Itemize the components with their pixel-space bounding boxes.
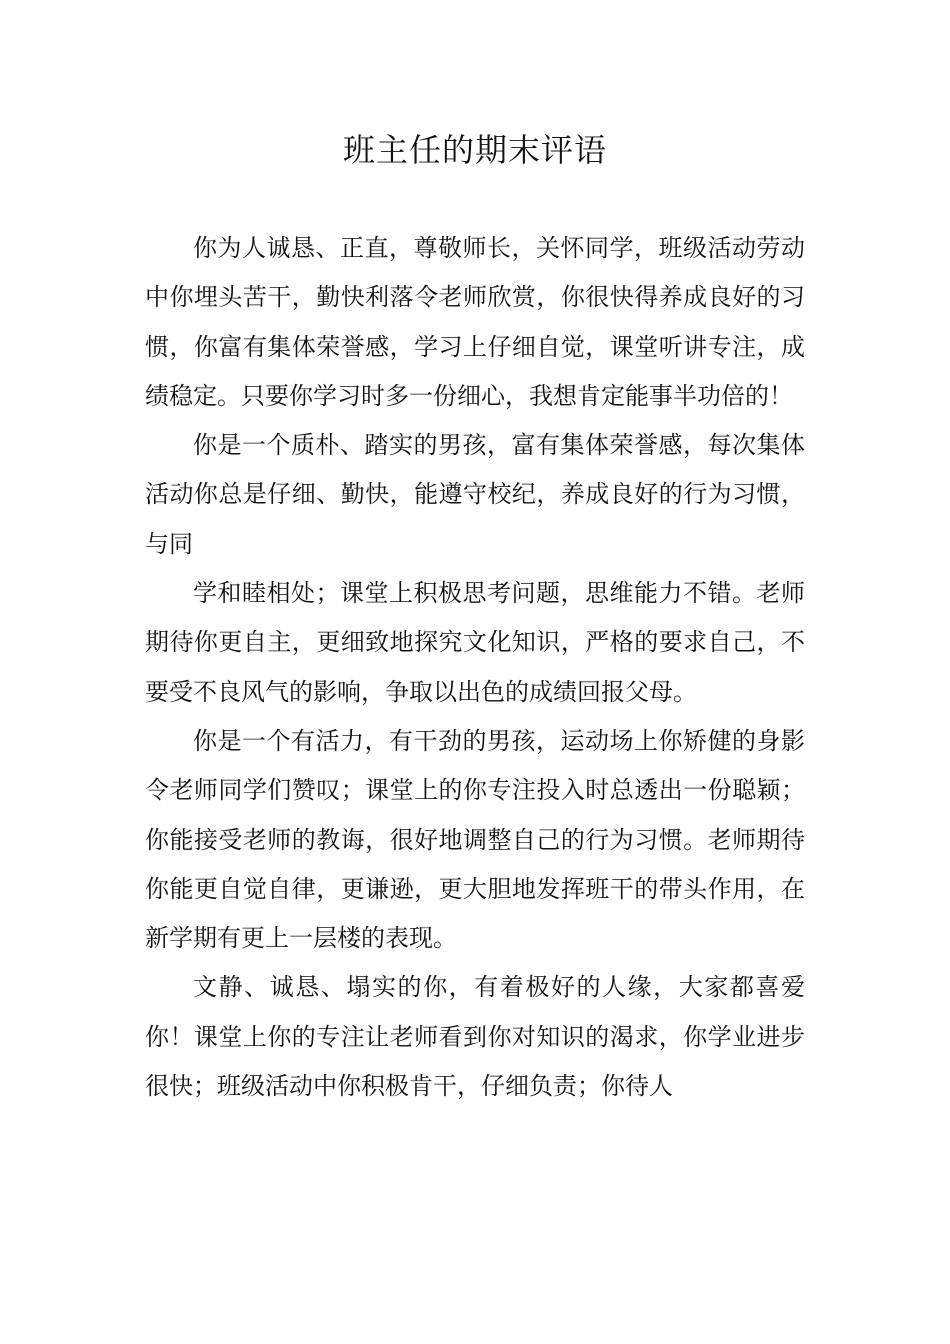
paragraph-3: 学和睦相处；课堂上积极思考问题，思维能力不错。老师期待你更自主，更细致地探究文化知识，严格的要求自己，不要受不良风气的影响，争取以出色的成绩回报父母。 bbox=[145, 579, 805, 706]
paragraph-2: 你是一个质朴、踏实的男孩，富有集体荣誉感，每次集体活动你总是仔细、勤快，能遵守校纪，养成良好的行为习惯，与同 bbox=[145, 431, 805, 558]
paragraph-1: 你为人诚恳、正直，尊敬师长，关怀同学，班级活动劳动中你埋头苦干，勤快利落令老师欣赏，你很快得养成良好的习惯，你富有集体荣誉感，学习上仔细自觉，课堂听讲专注，成绩稳定。只要你学习时多一份细心，我想肯定能事半功倍的！ bbox=[145, 234, 805, 410]
document-title: 班主任的期末评语 bbox=[342, 131, 607, 169]
paragraph-5: 文静、诚恳、塌实的你，有着极好的人缘，大家都喜爱你！课堂上你的专注让老师看到你对知识的渴求，你学业进步很快；班级活动中你积极肯干，仔细负责；你待人 bbox=[145, 973, 805, 1101]
document-body bbox=[145, 224, 805, 1111]
paragraph-4: 你是一个有活力，有干劲的男孩，运动场上你矫健的身影令老师同学们赞叹；课堂上的你专注投入时总透出一份聪颖；你能接受老师的教诲，很好地调整自己的行为习惯。老师期待你能更自觉自律，更谦逊，更大胆地发挥班干的带头作用，在新学期有更上一层楼的表现。 bbox=[145, 726, 805, 953]
